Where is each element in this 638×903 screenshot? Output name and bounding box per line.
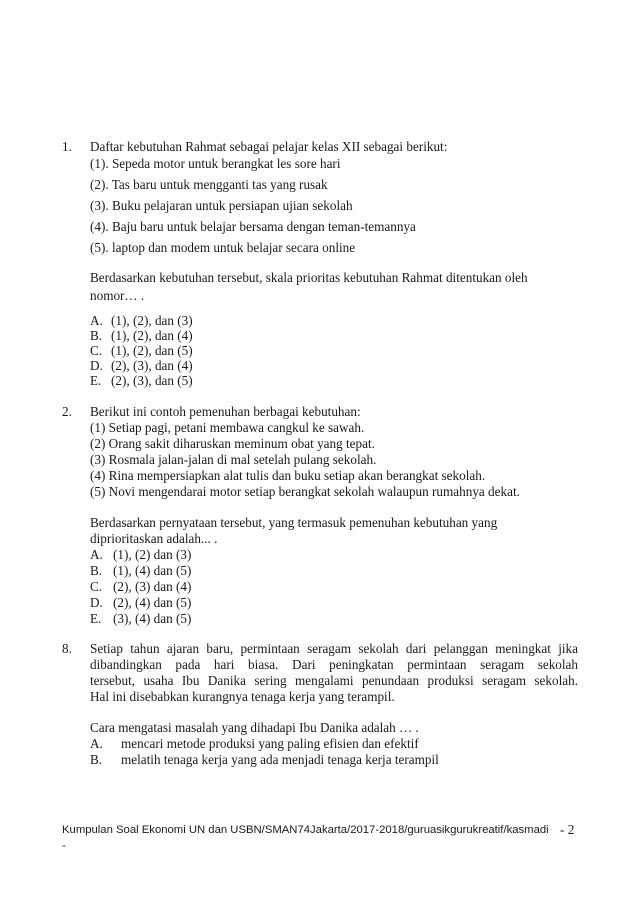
- list-item: (2) Orang sakit diharuskan meminum obat yang tepat.: [90, 436, 375, 451]
- list-item: (4). Baju baru untuk belajar bersama dengan teman-temannya: [90, 219, 416, 234]
- option-letter: C.: [90, 343, 103, 358]
- question-stem: Daftar kebutuhan Rahmat sebagai pelajar kelas XII sebagai berikut:: [90, 139, 448, 154]
- question-stem-line: Hal ini disebabkan kurangnya tenaga kerja yang terampil.: [90, 689, 395, 704]
- option-letter: B.: [90, 563, 103, 578]
- question-stem: Berikut ini contoh pemenuhan berbagai kebutuhan:: [90, 404, 361, 419]
- question-text: diprioritaskan adalah... .: [90, 531, 218, 546]
- list-item: (1) Setiap pagi, petani membawa cangkul ke sawah.: [90, 420, 365, 435]
- option-text: (1), (2), dan (4): [111, 328, 193, 343]
- question-text: Cara mengatasi masalah yang dihadapi Ibu Danika adalah … .: [90, 720, 419, 735]
- option-letter: C.: [90, 579, 103, 594]
- option-text: (1), (2) dan (3): [113, 547, 192, 562]
- question-stem-line: dibandingkan pada hari biasa. Dari peningkatan permintaan seragam sekolah: [90, 657, 578, 672]
- question-number: 8.: [62, 641, 72, 656]
- list-item: (2). Tas baru untuk mengganti tas yang rusak: [90, 177, 328, 192]
- footer-dash: -: [62, 840, 66, 852]
- list-item: (3) Rosmala jalan-jalan di mal setelah pulang sekolah.: [90, 452, 377, 467]
- option-text: (2), (3) dan (4): [113, 579, 192, 594]
- question-number: 1.: [62, 139, 72, 154]
- list-item: (5) Novi mengendarai motor setiap berangkat sekolah walaupun rumahnya dekat.: [90, 484, 520, 499]
- list-item: (3). Buku pelajaran untuk persiapan ujian sekolah: [90, 198, 353, 213]
- option-letter: E.: [90, 373, 102, 388]
- option-letter: A.: [90, 736, 103, 751]
- option-letter: D.: [90, 358, 103, 373]
- option-text: (1), (2), dan (3): [111, 313, 193, 328]
- option-text: (1), (2), dan (5): [111, 343, 193, 358]
- page-number: - 2: [560, 822, 575, 837]
- option-letter: B.: [90, 328, 103, 343]
- question-number: 2.: [62, 404, 72, 419]
- option-letter: D.: [90, 595, 103, 610]
- option-letter: E.: [90, 611, 102, 626]
- option-letter: B.: [90, 752, 103, 767]
- option-text: melatih tenaga kerja yang ada menjadi tenaga kerja terampil: [121, 752, 439, 767]
- footer-source: Kumpulan Soal Ekonomi UN dan USBN/SMAN74Jakarta/2017-2018/guruasikgurukreatif/kasmadi: [62, 824, 549, 836]
- question-stem-line: Setiap tahun ajaran baru, permintaan seragam sekolah dari pelanggan meningkat jika: [90, 641, 578, 656]
- option-text: (2), (3), dan (5): [111, 373, 193, 388]
- list-item: (5). laptop dan modem untuk belajar secara online: [90, 240, 356, 255]
- option-text: (2), (3), dan (4): [111, 358, 193, 373]
- list-item: (1). Sepeda motor untuk berangkat les sore hari: [90, 156, 341, 171]
- option-text: (1), (4) dan (5): [113, 563, 192, 578]
- option-letter: A.: [90, 547, 103, 562]
- option-text: (2), (4) dan (5): [113, 595, 192, 610]
- question-stem-line: tersebut, usaha Ibu Danika sering mengalami penundaan produksi seragam sekolah.: [90, 673, 578, 688]
- question-text: Berdasarkan kebutuhan tersebut, skala prioritas kebutuhan Rahmat ditentukan oleh: [90, 270, 528, 285]
- option-letter: A.: [90, 313, 103, 328]
- option-text: (3), (4) dan (5): [113, 611, 192, 626]
- question-text: Berdasarkan pernyataan tersebut, yang termasuk pemenuhan kebutuhan yang: [90, 515, 498, 530]
- list-item: (4) Rina mempersiapkan alat tulis dan buku setiap akan berangkat sekolah.: [90, 468, 486, 483]
- option-text: mencari metode produksi yang paling efisien dan efektif: [121, 736, 419, 751]
- question-text: nomor… .: [90, 288, 145, 303]
